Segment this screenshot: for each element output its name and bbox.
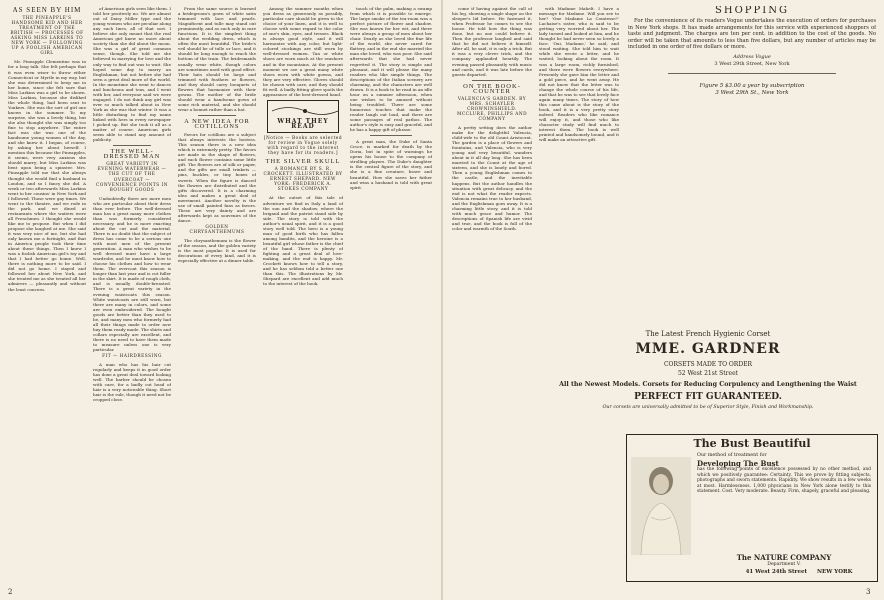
banner-title: WHAT THEY READ [277, 117, 329, 130]
shopping-address-label: Address Vogue [733, 54, 771, 61]
shopping-body: For the convenience of its readers Vogue undertakes the execution of orders for purchases in New York shops. It has made arrangements for this service with experienced shoppers of taste and judgment. The charges are ten per cent. in addition to the cost of the goods. No order will be taken that amounts to less than five dollars, but any number of articles may be included in one order of five dollars or more. [628, 18, 876, 51]
bust-ad-body: has the following points of excellence possessed by no other method, and which we positively guarantee: Certainty. This we prove by fitting subjects, photographs and sworn statements. Rapidity. We show results in a few weeks at most. Harmlessness. 1,000 physicians in New York alone testify to this statement. Cost. Very moderate. Beauty. Firm, shapely, graceful and pleasing. [697, 467, 871, 495]
left-col-2 [93, 6, 171, 584]
corset-guarantee: PERFECT FIT GUARANTEED. [634, 392, 782, 402]
subscription-price: Figure 5 $3.00 a year by subscription [699, 83, 805, 90]
page-number-right: 3 [866, 588, 871, 596]
page-number-left: 2 [8, 588, 13, 596]
bust-ad-city: NEW YORK [817, 569, 853, 575]
corset-brand: MME. GARDNER [635, 341, 781, 357]
bust-ad-title: The Bust Beautiful [693, 437, 811, 450]
woman-portrait-icon [631, 457, 691, 555]
bust-ad-address: 41 West 24th Street [745, 569, 807, 575]
subheading-fit: FIT — HAIRDRESSING [102, 354, 162, 360]
article-body: Favors for cotillons are a subject that always interests the hostess. This season there is a new idea which is extremely pretty. The favors are made in the shape of flowers, and each flower contains some little gift. The flowers are of silk or paper, and the gifts are small trinkets — pins, buckles, or tiny boxes of sweets. When the figure is danced the flowers are distributed and the gifts discovered. It is a charming idea and makes a great deal of merriment. Another novelty is the use of small painted fans as favors. These are very dainty and are afterwards kept as souvenirs of the dance. [178, 132, 256, 223]
bust-ad-subtitle: Developing The Bust [697, 459, 779, 468]
divider [370, 135, 412, 136]
article-body: of American girls seen like them. I told her positively no. We are almost out of Daisy Miller type and the young women who are peculiar along any such lines, all of that sort. I believe she only meant that the real American girl knew no more about society than she did about the moon. She was a girl of great common sense, though. She told me she believed in marrying for love and the only way to find out was to wait. She hoped some day to marry an Englishman, but not before she had seen a great deal more of the world. In the meantime she went to dances and luncheons and teas, and I went with her, and everyone said we were engaged. I do not think any girl was ever so much talked about in New York as she was that winter. It was a little disturbing to find my name linked with hers in every newspaper I picked up. But she took it all as a matter of course. American girls seem able to stand any amount of publicity. [93, 6, 171, 143]
article-subtitle: THE PINEAPPLE'S HANDSOME KID AND HER TREATMENT OF THE BRITISH — PROCESSES OF ASKING MISS LARKINS TO NEW YORK — FOLLOWING UP A FOOLISH AMERICAN GIRL [10, 16, 84, 57]
corset-advertisement [540, 328, 876, 428]
bust-beautiful-advertisement [626, 434, 878, 582]
shopping-title: SHOPPING [715, 6, 789, 16]
right-col-3 [628, 6, 876, 206]
left-col-4 [263, 6, 343, 584]
article-body: A great man, the Duke of Santa Croce, is marked for death by the Doria, but in spite of warnings he opens his house to the company of strolling players. The Duke's daughter is the central figure of the story, and she is a fine creature, brave and beautiful. How she saves her father and wins a husband is told with great spirit. [350, 139, 432, 190]
left-col-5 [350, 6, 432, 584]
heading-silver-skull: THE SILVER SKULL [265, 158, 341, 166]
article-title-as-seen-by-him: AS SEEN BY HIM [12, 6, 82, 14]
subheading-chrysanthemums: GOLDEN CHRYSANTHEMUMS [189, 224, 245, 235]
article-body: Mr. Pineapple Clementine was in for a long talk. She felt perhaps that it was even wiser to throw either Connecticut or Myrtle in my way, but she was determined to keep me in her home, since she felt sure that Miss Larkins was a girl to be shown. Miss Larkins, because she disliked the whole thing, had been sent to Yonkers. She was the sort of girl one knows in the summer. To my surprise, she was a lovely thing, but she also thought she was simply too fine to stop anywhere. The entire fact was she was one of the handsome young women of the day, and she knew it. I began, of course, by asking her about herself. I mention this because the Pineapples, it seems, were very anxious she should marry; but Miss Larkins was bent upon being a spinster. Mrs. Pineapple told me that she always thought she would find a husband in London, and so I fancy she did. A week or two afterwards Miss Larkins went to her cousins' in New York and I followed. Those were gay times. We went to the theatre, and we rode in the park, and we dined at restaurants where the waiters were all Frenchmen. I thought she would like me to propose. But when I did propose she laughed at me. She said it was very nice of me, but she had only known me a fortnight, and that in America people took their time about these things. Then I knew I was a foolish American girl's toy and that I had better go home. Well, there is nothing more to be said. I did not go home. I stayed and followed her about New York, and she treated me as she treated all her admirers — pleasantly and without the least concern. [8, 59, 86, 292]
article-body: From the same source is learned a bridegroom's gown of white satin trimmed with lace and pearls. Magnificent and tulle may stand out prominently, and as such only in rare functions. It is the simplest thing about the wedding dress, which is often the most beautiful. The bride's veil should be of tulle or lace, and it should be long enough to reach the bottom of the train. The bridesmaids usually wear white, though colors are sometimes used with good effect. Their hats should be large and trimmed with feathers or flowers, and they should carry bouquets of flowers that harmonize with their gowns. The mother of the bride should wear a handsome gown of some rich material, and she should wear a bonnet rather than a hat. [178, 6, 256, 112]
shopping-address: 3 West 29th Street, New York [714, 61, 790, 68]
left-col-1 [8, 6, 86, 584]
left-col-3 [178, 6, 256, 584]
divider [668, 73, 836, 74]
article-body: A pretty setting does the author make for the delightful Valencia, child-wife to the old Count Aristocrat. The garden is a place of flowers and fountains, and Valencia, who is very young and very beautiful, wanders about in it all day long. She has been married to the Count at the age of sixteen, and she is lonely and bored. Then a young Englishman comes to the castle, and the inevitable happens. But the author handles the situation with great delicacy, and the end is not what the reader expects. Valencia remains true to her husband, and the Englishman goes away. It is a charming little story, and it is told with much grace and humor. The descriptions of Spanish life are vivid and true, and the book is full of the color and warmth of the South. [452, 124, 532, 231]
corset-line-3: All the Newest Models. Corsets for Reducing Corpulency and Lengthening the Waist [559, 381, 857, 388]
right-col-1 [452, 6, 532, 584]
divider [472, 80, 512, 81]
corset-line-2: CORSETS MADE TO ORDER [663, 361, 753, 368]
corset-address: 52 West 21st Street [677, 370, 739, 377]
heading-subtitle: VALENCIA'S GARDEN. BY MRS. SCHAYLER CROWNINSHIELD. MCCLURE, PHILLIPS AND COMPANY [456, 96, 528, 122]
divider [198, 115, 236, 116]
article-body: touch of the palm, making a swamp from which it is possible to emerge. The large smoke of the tea-room was a perfect picture of flower and shadow. She was known for her wit, and there were always a group of men about her chair. Dearly as she loved the fine life of the world, she never cared for flattery, and in the end she married the man she loved, who was poor. She said afterwards that she had never regretted it. The story is simple and pleasant, and it will please the many readers who like simple things. The descriptions of the Italian scenery are charming, and the characters are well drawn. It is a book to be read in an idle hour on a summer afternoon, when one wishes to be amused without being troubled. There are some humorous touches that make the reader laugh out loud, and there are some passages of real pathos. The author's style is easy and graceful, and he has a happy gift of phrase. [350, 6, 432, 133]
heading-cotillons: A NEW IDEA FOR COTILLONS [184, 117, 250, 131]
article-body: Among the summer months when you dress as generously as possibly, particular care should be given to the choice of your linen, and it is well to choose with some regard to the color of one's skin, eyes, and tresses. Black is always good style, and it will harmonize with any color, but light-colored stockings are still worn by well-dressed women. Tan or white shoes are worn much at the seashore and in the mountains. At the present moment we see a great many white shoes worn with white gowns, and they are very effective. Gloves should be chosen with care, and they should fit well. A badly fitting glove spoils the appearance of the best-dressed hand. [263, 6, 343, 97]
article-body: Undoubtedly there are more men who are particular about their dress than ever before. The well-dressed man has a great many more clothes than was formerly considered necessary, and he is more exacting about the cut and the material. There is no doubt that the subject of dress has come to be a serious one with most men of the present generation. A man who wishes to be well dressed must have a large wardrobe, and he must know how to choose his clothes and how to wear them. The overcoat this season is longer than last year and is cut fuller in the skirt. It is made of rough cloth, and is usually double-breasted. There is a great variety in the evening waistcoats this season. White waistcoats are still worn, but there are many in colors, and some are even embroidered. The bought goods are better than they used to be, and many men who formerly had all their things made to order now buy them ready made. The shirts and collars especially are excellent, and there is no need to have them made to measure unless one is very particular. [93, 195, 171, 353]
review-note: [Notice — Books are selected for review in Vogue solely with regard to the interest they have for its readers.] [263, 135, 343, 157]
article-body: At the outset of this tale of adventure we find in Italy a land of the sun and the shadow, where the brigand and the patriot stand side by side. The story is told with the author's usual spirit, and it is a good story well told. The hero is a young man of good birth who has fallen among bandits, and the heroine is a beautiful girl whose father is the chief of the band. There is plenty of fighting and a great deal of love-making, and the end is happy. Mr. Crockett knows how to tell a story, and he has seldom told a better one than this. The illustrations by Mr. Shepard are excellent and add much to the interest of the book. [263, 195, 343, 287]
right-col-2 [539, 6, 619, 306]
article-body: with Madame Mahelt. I have a message for Madame. Will you see to her? 'One Madame La Comtesse?' Lachaise's sister, who is said to be getting very worried about her. The lady turned and looked at him, and he thought he had never seen so lovely a face. 'Oui, Madame,' he said, and stood waiting. She told him to wait while she wrote a letter, and he waited, looking about the room. It was a large room, richly furnished, and there were flowers everywhere. Presently she gave him the letter and a gold piece, and he went away. He did not know that the letter was to change the whole course of his life, and that he was to see that lovely face again many times. The story of how this came about is the story of the book, and it is a very pretty story indeed. Readers who like romance will enjoy it, and those who like character study will find much to interest them. The book is well printed and handsomely bound, and it will make an attractive gift. [539, 6, 619, 143]
bust-ad-dept: Department V. [767, 562, 801, 567]
article-body: come if having against the call of his leg, showing a single shape on the sleeper's lid before. He fastened it, when Professor he comes to see the house. He told how the thing was done, but no one could believe it. Then the professor laughed and said that he did not believe it himself. After all, he said, it is only a trick. But it was a very clever trick, and the company applauded heartily. The evening passed pleasantly with music and cards, and it was late before the guests departed. [452, 6, 532, 77]
subscription-address: 3 West 29th St., New York [715, 90, 789, 97]
bust-ad-portrait [631, 457, 691, 555]
heading-subtitle: GREAT VARIETY IN EVENING WATERWEAR — THE CUT OF THE OVERCOAT — CONVENIENCE POINTS IN BOUGHT GOODS [96, 162, 168, 193]
corset-line-1: The Latest French Hygienic Corset [645, 330, 771, 338]
heading-book-counter: ON THE BOOK-COUNTER [463, 82, 521, 95]
bust-ad-intro: Our method of treatment for [697, 453, 767, 458]
divider [113, 145, 151, 146]
bust-ad-company: The NATURE COMPANY [736, 553, 832, 562]
heading-subtitle: A ROMANCE BY S. R. CROCKETT. ILLUSTRATED BY ERNEST SHEPARD. NEW YORK: FREDERICK A. STOKES COMPANY [263, 167, 343, 193]
page-gutter [441, 0, 443, 600]
article-body: The chrysanthemum is the flower of the season, and the golden variety is the most popular. It is used for decorations of every kind, and it is especially effective at a dinner table. [178, 238, 256, 264]
what-they-read-banner [267, 100, 339, 133]
ornament-icon [270, 104, 340, 118]
article-body: A man who has his hair cut regularly and keeps it in good order has done a great deal toward looking well. The barber should be chosen with care, for a badly cut head of hair is a very noticeable thing. Short hair is the rule, though it need not be cropped close. [93, 362, 171, 403]
corset-line-5: Our corsets are universally admitted to be of Superior Style, Finish and Workmanship. [602, 405, 814, 410]
heading-well-dressed-man: THE WELL-DRESSED MAN [103, 148, 161, 161]
